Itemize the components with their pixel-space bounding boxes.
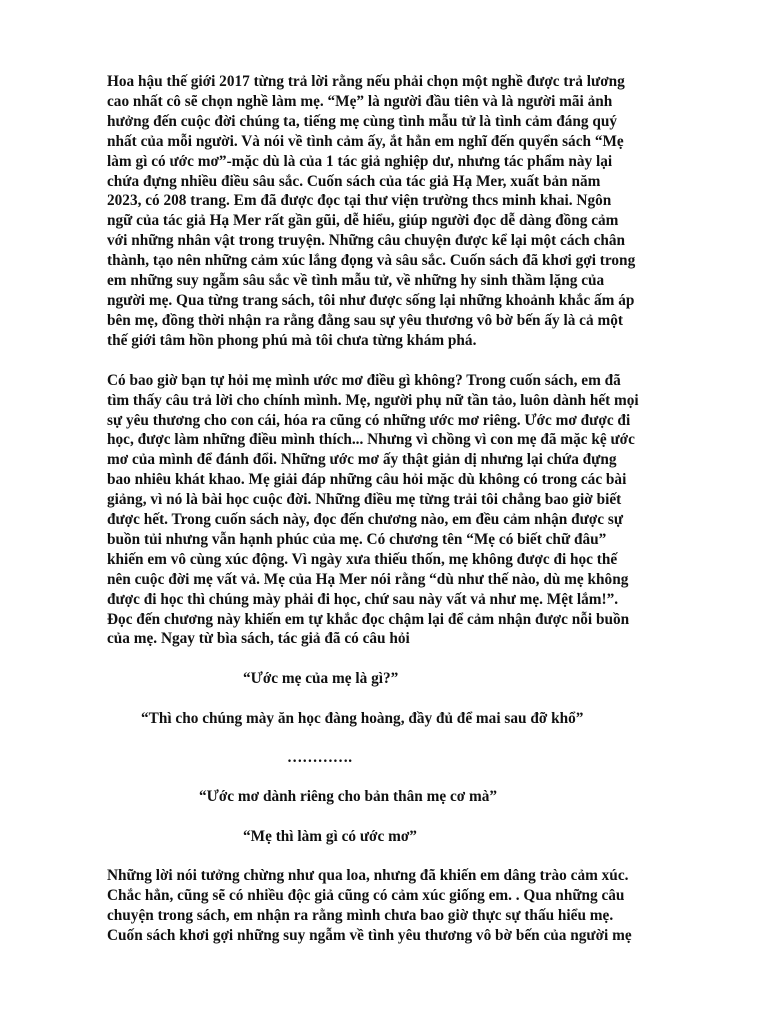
paragraph-dreams xyxy=(107,371,699,650)
text-line: của mẹ. Ngay từ bìa sách, tác giả đã có câu hỏi xyxy=(107,630,410,648)
paragraph-conclusion xyxy=(107,866,699,946)
text-line: người mẹ. Qua từng trang sách, tôi như được sống lại những khoảnh khắc ấm áp xyxy=(107,291,635,309)
quote-line: “Ước mơ dành riêng cho bản thân mẹ cơ mà” xyxy=(199,788,498,806)
text-line: thế giới tâm hồn phong phú mà tôi chưa từng khám phá. xyxy=(107,331,477,349)
text-line: học, được làm những điều mình thích... Nhưng vì chồng vì con mẹ đã mặc kệ ước xyxy=(107,431,635,449)
text-line: Hoa hậu thế giới 2017 từng trả lời rằng nếu phải chọn một nghề được trả lương xyxy=(107,73,625,90)
quotes-block xyxy=(107,669,699,846)
text-line: cao nhất cô sẽ chọn nghề làm mẹ. “Mẹ” là người đầu tiên và là người mãi ảnh xyxy=(107,92,613,110)
paragraph-intro xyxy=(107,72,699,351)
text-line: được hết. Trong cuốn sách này, đọc đến chương nào, em đều cảm nhận được sự xyxy=(107,511,624,529)
text-line: giảng, vì nó là bài học cuộc đời. Những điều mẹ từng trải tôi chẳng bao giờ biết xyxy=(107,491,622,509)
text-line: nên cuộc đời mẹ vất vả. Mẹ của Hạ Mer nói rằng “dù như thế nào, dù mẹ không xyxy=(107,570,629,588)
text-line: với những nhân vật trong truyện. Những câu chuyện được kể lại một cách chân xyxy=(107,232,626,250)
text-line: Những lời nói tưởng chừng như qua loa, nhưng đã khiến em dâng trào cảm xúc. xyxy=(107,866,629,884)
text-line: Chắc hẳn, cũng sẽ có nhiều độc giả cũng có cảm xúc giống em. . Qua những câu xyxy=(107,886,625,904)
text-line: hưởng đến cuộc đời chúng ta, tiếng mẹ cùng tình mẫu tử là tình cảm đáng quý xyxy=(107,112,618,130)
text-line: thành, tạo nên những cảm xúc lắng đọng và sâu sắc. Cuốn sách đã khơi gợi trong xyxy=(107,252,636,270)
quote-line: “Ước mẹ của mẹ là gì?” xyxy=(243,670,399,688)
text-line: mơ của mình để đánh đổi. Những ước mơ ấy thật giản dị nhưng lại chứa đựng xyxy=(107,451,617,469)
text-line: nhất của mỗi người. Và nói về tình cảm ấy, ắt hẳn em nghĩ đến quyển sách “Mẹ xyxy=(107,132,624,150)
text-line: bên mẹ, đồng thời nhận ra rằng đằng sau sự yêu thương vô bờ bến ấy là cả một xyxy=(107,311,623,329)
quote-line: “Thì cho chúng mày ăn học đàng hoàng, đầy đủ để mai sau đỡ khổ” xyxy=(141,709,584,727)
text-line: tìm thấy câu trả lời cho chính mình. Mẹ, người phụ nữ tần tảo, luôn dành hết mọi xyxy=(107,391,639,409)
text-line: Có bao giờ bạn tự hỏi mẹ mình ước mơ điều gì không? Trong cuốn sách, em đã xyxy=(107,371,621,389)
document-page xyxy=(107,72,699,965)
quote-line: “Mẹ thì làm gì có ước mơ” xyxy=(243,827,417,845)
text-line: 2023, có 208 trang. Em đã được đọc tại thư viện trường thcs minh khai. Ngôn xyxy=(107,192,612,210)
text-line: bao nhiêu khát khao. Mẹ giải đáp những câu hỏi mặc dù không có trong các bài xyxy=(107,471,627,489)
text-line: em những suy ngẫm sâu sắc về tình mẫu tử, về những hy sinh thầm lặng của xyxy=(107,272,605,290)
text-line: buồn tủi nhưng vẫn hạnh phúc của mẹ. Có chương tên “Mẹ có biết chữ đâu” xyxy=(107,530,607,548)
text-line: sự yêu thương cho con cái, hóa ra cũng có những ước mơ riêng. Ước mơ được đi xyxy=(107,411,631,429)
text-line: Đọc đến chương này khiến em tự khắc đọc chậm lại để cảm nhận được nỗi buồn xyxy=(107,610,630,628)
text-line: Cuốn sách khơi gợi những suy ngẫm về tình yêu thương vô bờ bến của người mẹ xyxy=(107,926,632,944)
text-line: được đi học thì chúng mày phải đi học, chứ sau này vất vả như mẹ. Mệt lắm!”. xyxy=(107,590,619,608)
text-line: khiến em vô cùng xúc động. Vì ngày xưa thiếu thốn, mẹ không được đi học thế xyxy=(107,550,618,568)
text-line: chứa đựng nhiều điều sâu sắc. Cuốn sách của tác giả Hạ Mer, xuất bản năm xyxy=(107,172,601,190)
text-line: làm gì có ước mơ”-mặc dù là của 1 tác giả nghiệp dư, nhưng tác phẩm này lại xyxy=(107,152,613,170)
text-line: chuyện trong sách, em nhận ra rằng mình chưa bao giờ thực sự thấu hiểu mẹ. xyxy=(107,906,614,924)
text-line: ngữ của tác giả Hạ Mer rất gần gũi, dễ hiểu, giúp người đọc dễ dàng đồng cảm xyxy=(107,212,619,230)
ellipsis-line: …………. xyxy=(287,748,353,766)
